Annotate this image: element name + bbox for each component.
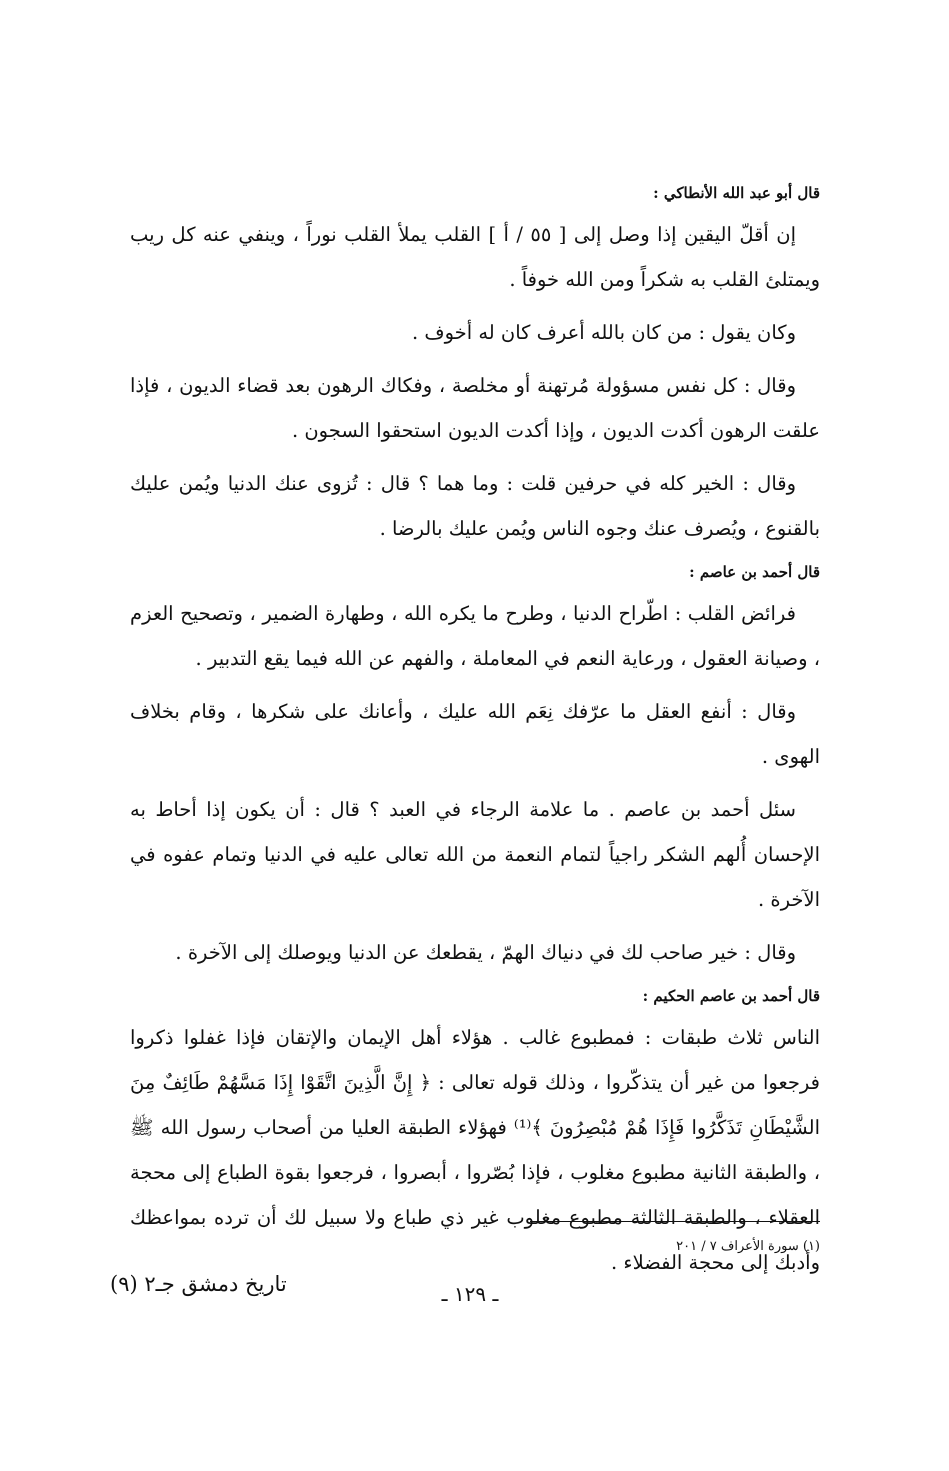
section-heading-antaki: قال أبو عبد الله الأنطاكي : [653,184,820,202]
section-heading-ahmad-ibn-asim-alhakim: قال أحمد بن عاصم الحكيم : [642,987,820,1005]
paragraph: الناس ثلاث طبقات : فمطبوع غالب . هؤلاء أهل الإيمان والإتقان فإذا غفلوا ذكروا فرجعوا من غير أن يتذكّروا ، وذلك قوله تعالى : ﴿ إِنَّ الَّذِينَ اتَّقَوْا إِذَا مَسَّهُمْ طَائِفٌ مِنَ الشَّيْطَانِ تَذَكَّرُوا فَإِذَا هُمْ مُبْصِرُونَ ﴾⁽¹⁾ فهؤلاء الطبقة العليا من أصحاب رسول الله ﷺ ، والطبقة الثانية مطبوع مغلوب ، فإذا بُصّروا ، أبصروا ، فرجعوا بقوة الطباع إلى محجة العقلاء ، والطبقة الثالثة مطبوع مغلوب غير ذي طباع ولا سبيل لك أن ترده بمواعظك وأدبك إلى محجة الفضلاء . [130,1026,820,1274]
main-text [130,180,820,1293]
running-footer: تاريخ دمشق جـ٢ (٩) [110,1272,287,1296]
paragraph: وقال : أنفع العقل ما عرّفك نِعَم الله عليك ، وأعانك على شكرها ، وقام بخلاف الهوى . [130,700,820,768]
section-heading-ahmad-ibn-asim: قال أحمد بن عاصم : [689,563,820,581]
paragraph: وقال : خير صاحب لك في دنياك الهمّ ، يقطعك عن الدنيا ويوصلك إلى الآخرة . [175,941,796,964]
paragraph: فرائض القلب : اطّراح الدنيا ، وطرح ما يكره الله ، وطهارة الضمير ، وتصحيح العزم ، وصيانة العقول ، ورعاية النعم في المعاملة ، والفهم عن الله فيما يقع التدبير . [130,602,820,670]
page-number: ـ ١٢٩ ـ [441,1282,499,1306]
paragraph: وقال : الخير كله في حرفين قلت : وما هما ؟ قال : تُزوى عنك الدنيا ويُمن عليك بالقنوع ، ويُصرف عنك وجوه الناس ويُمن عليك بالرضا . [130,472,820,540]
paragraph: وكان يقول : من كان بالله أعرف كان له أخوف . [411,321,796,344]
paragraph: إن أقلّ اليقين إذا وصل إلى [ ٥٥ / أ ] القلب يملأ القلب نوراً ، وينفي عنه كل ريب ويمتلئ القلب به شكراً ومن الله خوفاً . [130,223,820,291]
footnote-divider [530,1221,820,1222]
footnote: (١) سورة الأعراف ٧ / ٢٠١ [676,1239,820,1254]
paragraph: وقال : كل نفس مسؤولة مُرتهنة أو مخلصة ، وفكاك الرهون بعد قضاء الديون ، فإذا علقت الرهون أكدت الديون ، وإذا أكدت الديون استحقوا السجون . [130,374,820,442]
paragraph: سئل أحمد بن عاصم . ما علامة الرجاء في العبد ؟ قال : أن يكون إذا أحاط به الإحسان أُلهم الشكر راجياً لتمام النعمة من الله تعالى عليه في الدنيا وتمام عفوه في الآخرة . [130,798,820,911]
